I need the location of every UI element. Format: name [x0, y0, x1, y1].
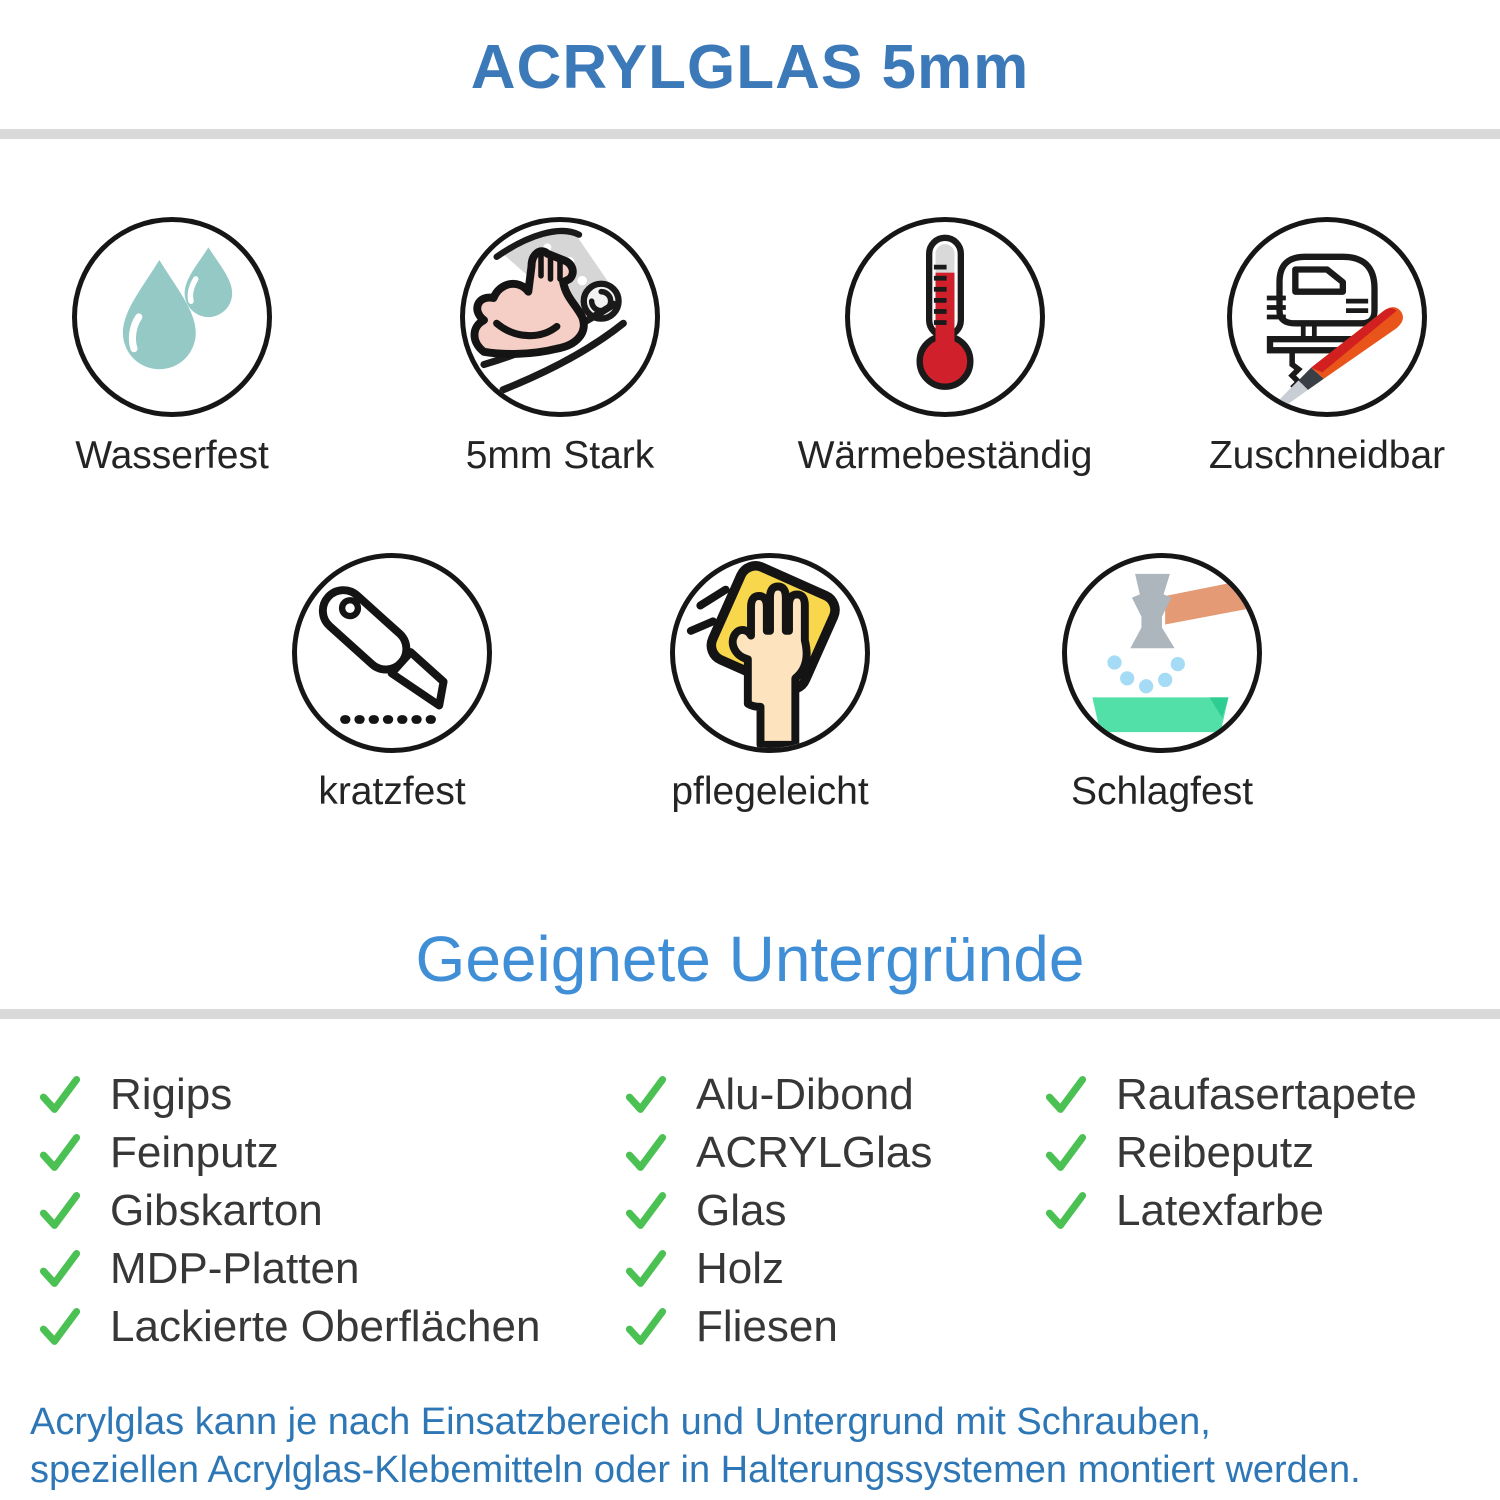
- substrate-label: Fliesen: [696, 1302, 838, 1351]
- substrates-column-1: [38, 1066, 540, 1356]
- feature-label: Wärmebeständig: [797, 434, 1093, 477]
- substrate-label: Raufasertapete: [1116, 1070, 1417, 1119]
- feature-circle: [460, 217, 660, 417]
- check-icon: [1044, 1131, 1088, 1175]
- substrates-column-3: [1044, 1066, 1417, 1240]
- muscle-arm-roll-icon: [465, 222, 655, 412]
- list-item: [624, 1066, 932, 1124]
- thermometer-icon: [850, 222, 1040, 412]
- mounting-note-line2: speziellen Acrylglas-Klebemitteln oder in Halterungssystemen montiert werden.: [30, 1449, 1361, 1491]
- check-icon: [624, 1073, 668, 1117]
- feature-waterproof: [0, 217, 352, 479]
- divider-top: [0, 129, 1500, 139]
- check-icon: [624, 1189, 668, 1233]
- list-item: [1044, 1182, 1417, 1240]
- feature-easy-care: [590, 553, 950, 815]
- substrate-label: Glas: [696, 1186, 787, 1235]
- mounting-note: [30, 1398, 1490, 1494]
- feature-label: Wasserfest: [75, 434, 269, 477]
- list-item: [38, 1124, 540, 1182]
- feature-circle: [1227, 217, 1427, 417]
- list-item: [624, 1240, 932, 1298]
- feature-circle: [1062, 553, 1262, 753]
- feature-circle: [845, 217, 1045, 417]
- feature-circle: [670, 553, 870, 753]
- substrate-label: Holz: [696, 1244, 785, 1293]
- feature-label: Zuschneidbar: [1208, 434, 1446, 477]
- feature-cuttable: [1147, 217, 1500, 479]
- list-item: [624, 1124, 932, 1182]
- list-item: [1044, 1066, 1417, 1124]
- section-title: Geeignete Untergründe: [415, 923, 1085, 995]
- check-icon: [38, 1073, 82, 1117]
- feature-5mm-strong: [380, 217, 740, 479]
- jigsaw-knife-icon: [1232, 222, 1422, 412]
- page-title: ACRYLGLAS 5mm: [470, 33, 1030, 102]
- feature-label: 5mm Stark: [465, 434, 655, 477]
- substrate-label: MDP-Platten: [110, 1244, 360, 1293]
- check-icon: [624, 1131, 668, 1175]
- substrate-label: ACRYLGlas: [696, 1128, 933, 1177]
- water-drops-icon: [77, 222, 267, 412]
- check-icon: [38, 1247, 82, 1291]
- check-icon: [38, 1131, 82, 1175]
- feature-heat-resistant: [765, 217, 1125, 479]
- feature-label: kratzfest: [318, 770, 466, 813]
- substrate-label: Reibeputz: [1116, 1128, 1315, 1177]
- substrate-label: Latexfarbe: [1116, 1186, 1324, 1235]
- feature-scratch-proof: [212, 553, 572, 815]
- check-icon: [38, 1189, 82, 1233]
- list-item: [38, 1066, 540, 1124]
- check-icon: [38, 1305, 82, 1349]
- feature-circle: [72, 217, 272, 417]
- check-icon: [1044, 1189, 1088, 1233]
- check-icon: [624, 1247, 668, 1291]
- utility-knife-icon: [297, 558, 487, 748]
- feature-label: pflegeleicht: [671, 770, 869, 813]
- substrate-label: Alu-Dibond: [696, 1070, 914, 1119]
- check-icon: [1044, 1073, 1088, 1117]
- mounting-note-line1: Acrylglas kann je nach Einsatzbereich und Untergrund mit Schrauben,: [30, 1401, 1211, 1443]
- wiping-hand-icon: [675, 558, 865, 748]
- substrates-column-2: [624, 1066, 932, 1356]
- hammer-impact-icon: [1067, 558, 1257, 748]
- substrate-label: Rigips: [110, 1070, 233, 1119]
- check-icon: [624, 1305, 668, 1349]
- list-item: [1044, 1124, 1417, 1182]
- feature-label: Schlagfest: [1070, 770, 1254, 813]
- substrate-label: Gibskarton: [110, 1186, 323, 1235]
- substrate-label: Feinputz: [110, 1128, 279, 1177]
- feature-circle: [292, 553, 492, 753]
- list-item: [38, 1298, 540, 1356]
- list-item: [624, 1298, 932, 1356]
- divider-middle: [0, 1009, 1500, 1019]
- list-item: [38, 1240, 540, 1298]
- list-item: [38, 1182, 540, 1240]
- substrate-label: Lackierte Oberflächen: [110, 1302, 541, 1351]
- feature-impact-proof: [982, 553, 1342, 815]
- list-item: [624, 1182, 932, 1240]
